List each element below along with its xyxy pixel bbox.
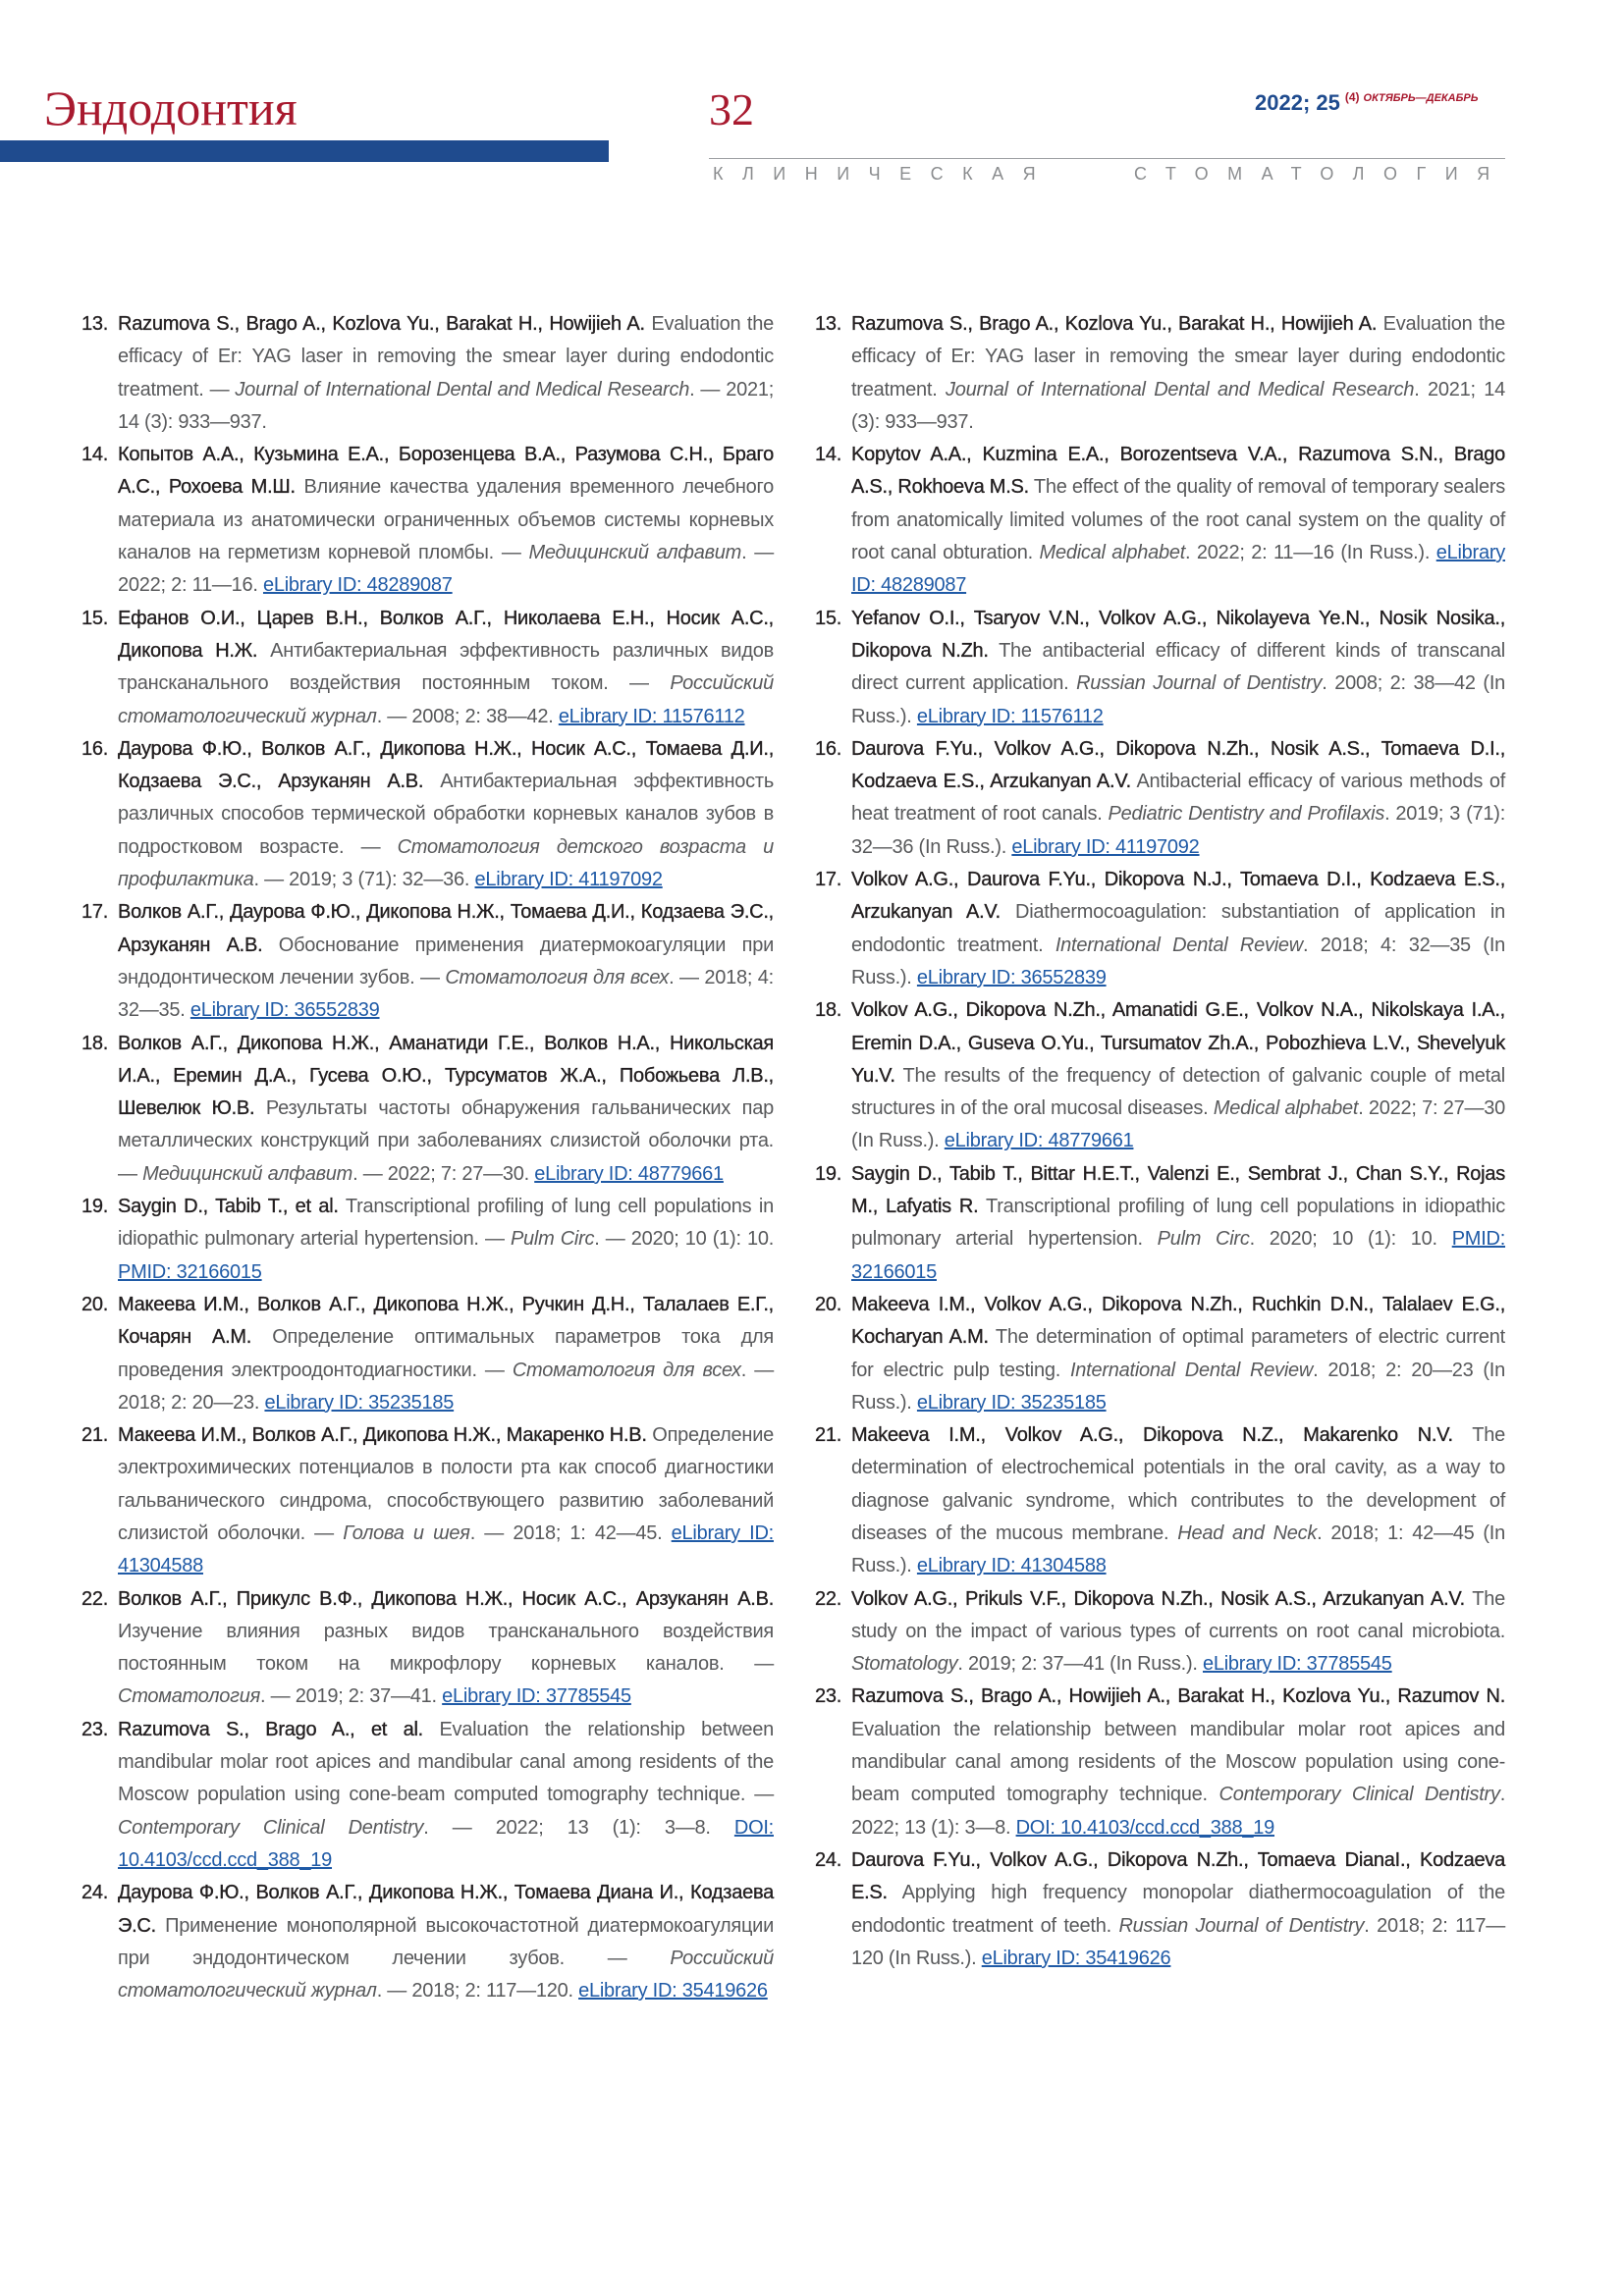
- reference-text: Diathermocoagulation: substantiation of application in endodontic treatment.: [851, 901, 1505, 956]
- reference-journal: Journal of International Dental and Medical Research: [946, 378, 1415, 400]
- reference-authors: Daurova F.Yu., Volkov A.G., Dikopova N.Zh., Nosik A.S., Tomaeva D.I., Kodzaeva E.S., Arzukanyan A.V.: [851, 737, 1505, 793]
- reference-body: [118, 1877, 774, 2007]
- reference-link[interactable]: PMID: 32166015: [118, 1260, 262, 1283]
- reference-number: 20.: [815, 1293, 842, 1315]
- reference-body: [118, 733, 774, 896]
- reference-number: 18.: [815, 999, 842, 1022]
- reference-link[interactable]: eLibrary ID: 35419626: [981, 1947, 1171, 1969]
- reference-item: [815, 994, 1505, 1157]
- section-bar: [0, 140, 609, 162]
- reference-text: . 2020; 10 (1): 10.: [1249, 1228, 1452, 1251]
- reference-text: . — 2022; 7: 27—30.: [352, 1162, 535, 1185]
- reference-link[interactable]: DOI: 10.4103/ccd.ccd_388_19: [118, 1816, 774, 1871]
- reference-text: Evaluation the efficacy of Er: YAG laser in removing the smear layer during endodontic treatment.: [851, 313, 1505, 400]
- reference-body: [118, 308, 774, 439]
- reference-authors: Razumova S., Brago A., et al.: [118, 1718, 423, 1740]
- issue-months: ОКТЯБРЬ—ДЕКАБРЬ: [1363, 92, 1479, 104]
- reference-number: 16.: [81, 737, 109, 760]
- reference-authors: Волков А.Г., Дикопова Н.Ж., Аманатиди Г.Е., Волков Н.А., Никольская И.А., Еремин Д.А., Гусева О.Ю., Турсуматов Ж.А., Побожьева Л.В., Шевелюк Ю.В.: [118, 1032, 774, 1120]
- reference-number: 15.: [81, 607, 109, 629]
- reference-text: . — 2018; 2: 117—120.: [376, 1980, 579, 2002]
- header-rule: [709, 158, 1505, 159]
- reference-text: . 2018; 4: 32—35 (In Russ.).: [851, 934, 1505, 988]
- reference-number: 17.: [815, 869, 842, 891]
- reference-authors: Makeeva I.M., Volkov A.G., Dikopova N.Zh., Ruchkin D.N., Talalaev E.G., Kocharyan A.M.: [851, 1293, 1505, 1349]
- reference-journal: Pulm Circ: [1157, 1228, 1250, 1251]
- reference-journal: Медицинский алфавит: [528, 542, 742, 564]
- reference-link[interactable]: eLibrary ID: 35419626: [578, 1980, 768, 2002]
- section-title: Эндодонтия: [44, 80, 298, 135]
- reference-item: [815, 1158, 1505, 1289]
- reference-text: Transcriptional profiling of lung cell populations in idiopathic pulmonary arterial hypertension. —: [118, 1196, 775, 1251]
- reference-number: 14.: [81, 444, 109, 466]
- reference-authors: Razumova S., Brago A., Howijieh A., Barakat H., Kozlova Yu., Razumov N.: [851, 1685, 1505, 1708]
- reference-text: Antibacterial efficacy of various methods of heat treatment of root canals.: [851, 771, 1506, 826]
- reference-journal: Russian Journal of Dentistry: [1118, 1914, 1365, 1937]
- reference-text: . — 2019; 3 (71): 32—36.: [253, 869, 475, 891]
- reference-link[interactable]: eLibrary ID: 35235185: [264, 1391, 455, 1414]
- reference-item: [815, 308, 1505, 439]
- reference-text: Результаты частоты обнаружения гальванических пар металлических конструкций при заболеваниях слизистой оболочки рта. —: [118, 1097, 774, 1185]
- journal-name-word-2: СТОМАТОЛОГИЯ: [1134, 164, 1509, 184]
- reference-journal: Стоматология: [118, 1685, 261, 1708]
- reference-text: . — 2022; 2: 11—16.: [118, 542, 774, 597]
- reference-text: Применение монополярной высокочастотной диатермокоагуляции при эндодонтическом лечении зубов. —: [118, 1914, 774, 1969]
- reference-text: . — 2018; 1: 42—45.: [469, 1522, 672, 1544]
- reference-journal: Стоматология для всех: [445, 966, 670, 988]
- reference-number: 21.: [815, 1424, 842, 1447]
- reference-body: [851, 1681, 1505, 1843]
- reference-journal: Journal of International Dental and Medical Research: [235, 378, 690, 400]
- reference-number: 13.: [815, 313, 842, 335]
- reference-journal: Голова и шея: [343, 1522, 470, 1544]
- reference-number: 21.: [81, 1424, 109, 1447]
- reference-authors: Даурова Ф.Ю., Волков А.Г., Дикопова Н.Ж., Томаева Диана И., Кодзаева Э.С.: [118, 1882, 774, 1937]
- references-russian-column: [81, 308, 774, 2007]
- reference-text: . 2018; 2: 20—23 (In Russ.).: [851, 1359, 1505, 1414]
- reference-text: Изучение влияния разных видов трансканального воздействия постоянным током на микрофлору корневых каналов. —: [118, 1620, 774, 1676]
- reference-item: [815, 733, 1505, 864]
- reference-text: . 2019; 2: 37—41 (In Russ.).: [957, 1653, 1203, 1676]
- reference-body: [851, 994, 1505, 1157]
- reference-item: [81, 1714, 774, 1877]
- reference-authors: Даурова Ф.Ю., Волков А.Г., Дикопова Н.Ж., Носик А.С., Томаева Д.И., Кодзаева Э.С., Арзуканян А.В.: [118, 737, 774, 793]
- reference-link[interactable]: eLibrary ID: 11576112: [916, 705, 1104, 727]
- reference-authors: Makeeva I.M., Volkov A.G., Dikopova N.Z., Makarenko N.V.: [851, 1424, 1453, 1447]
- reference-text: Определение электрохимических потенциалов в полости рта как способ диагностики гальванического синдрома, способствующего развитию заболеваний слизистой оболочки. —: [118, 1424, 774, 1544]
- reference-body: [118, 1289, 774, 1419]
- page-number: 32: [709, 84, 754, 134]
- issue-year-volume: 2022; 25: [1255, 90, 1340, 115]
- reference-journal: Medical alphabet: [1039, 542, 1186, 564]
- reference-body: [118, 1028, 774, 1191]
- reference-item: [81, 439, 774, 602]
- reference-text: Applying high frequency monopolar diathermocoagulation of the endodontic treatment of teeth.: [851, 1882, 1505, 1937]
- reference-link[interactable]: eLibrary ID: 41197092: [474, 869, 663, 891]
- reference-authors: Volkov A.G., Dikopova N.Zh., Amanatidi G.E., Volkov N.A., Nikolskaya I.A., Eremin D.A., Guseva O.Yu., Tursumatov Zh.A., Pobozhieva L.V., Shevelyuk Yu.V.: [851, 999, 1505, 1087]
- reference-text: . — 2018; 4: 32—35.: [118, 966, 774, 1022]
- reference-number: 16.: [815, 737, 842, 760]
- reference-number: 18.: [81, 1032, 109, 1054]
- reference-item: [815, 1583, 1505, 1682]
- reference-text: The determination of optimal parameters of electric current for electric pulp testing.: [851, 1326, 1505, 1381]
- reference-number: 19.: [81, 1196, 109, 1218]
- reference-body: [851, 308, 1505, 439]
- reference-link[interactable]: eLibrary ID: 37785545: [442, 1685, 631, 1708]
- reference-item: [815, 439, 1505, 602]
- reference-authors: Волков А.Г., Даурова Ф.Ю., Дикопова Н.Ж., Томаева Д.И., Кодзаева Э.С., Арзуканян А.В.: [118, 901, 774, 956]
- journal-name-word-1: КЛИНИЧЕСКАЯ: [713, 164, 1056, 184]
- reference-text: . 2022; 7: 27—30 (In Russ.).: [851, 1097, 1505, 1152]
- reference-item: [81, 1419, 774, 1582]
- reference-journal: International Dental Review: [1070, 1359, 1314, 1381]
- reference-authors: Razumova S., Brago A., Kozlova Yu., Barakat H., Howijieh A.: [118, 313, 645, 335]
- reference-item: [81, 1877, 774, 2007]
- reference-text: Антибактериальная эффективность различных видов трансканального воздействия постоянным током. —: [118, 639, 774, 695]
- reference-link[interactable]: eLibrary ID: 35235185: [916, 1391, 1107, 1414]
- reference-body: [851, 733, 1505, 864]
- reference-journal: Российский стоматологический журнал: [118, 672, 774, 727]
- reference-item: [81, 733, 774, 896]
- reference-text: The determination of electrochemical potentials in the oral cavity, as a way to diagnose galvanic syndrome, which contributes to the development of diseases of the mucous membrane.: [851, 1424, 1505, 1544]
- reference-text: . — 2019; 2: 37—41.: [260, 1685, 443, 1708]
- reference-text: Transcriptional profiling of lung cell populations in idiopathic pulmonary arterial hypertension.: [851, 1196, 1505, 1251]
- reference-body: [118, 1191, 774, 1289]
- reference-text: Антибактериальная эффективность различных способов термической обработки корневых каналов зубов в подростковом возрасте. —: [118, 771, 775, 858]
- reference-text: . 2018; 2: 117—120 (In Russ.).: [851, 1914, 1506, 1969]
- reference-number: 23.: [81, 1718, 109, 1740]
- reference-text: Влияние качества удаления временного лечебного материала из анатомически ограниченных объемов системы корневых каналов на герметизм корневой пломбы. —: [118, 476, 775, 564]
- reference-text: The antibacterial efficacy of different kinds of transcanal direct current application.: [851, 639, 1505, 695]
- reference-text: . — 2018; 2: 20—23.: [118, 1359, 774, 1414]
- reference-text: Определение оптимальных параметров тока для проведения электроодонтодиагностики. —: [118, 1326, 774, 1381]
- reference-text: . 2022; 2: 11—16 (In Russ.).: [1185, 542, 1436, 564]
- reference-authors: Saygin D., Tabib T., Bittar H.E.T., Valenzi E., Sembrat J., Chan S.Y., Rojas M., Lafyatis R.: [851, 1162, 1505, 1218]
- reference-item: [81, 1583, 774, 1714]
- reference-body: [118, 1419, 774, 1582]
- issue-number: (4): [1344, 90, 1360, 104]
- issue-info: [1255, 90, 1479, 116]
- reference-number: 15.: [815, 607, 842, 629]
- reference-body: [851, 1844, 1505, 1975]
- reference-link[interactable]: eLibrary ID: 48289087: [851, 542, 1505, 597]
- reference-text: The study on the impact of various types of currents on root canal microbiota.: [851, 1587, 1505, 1642]
- reference-number: 14.: [815, 444, 842, 466]
- reference-body: [851, 864, 1505, 994]
- reference-link[interactable]: eLibrary ID: 11576112: [558, 705, 745, 727]
- reference-body: [851, 1289, 1505, 1419]
- reference-journal: Медицинский алфавит: [142, 1162, 353, 1185]
- reference-authors: Volkov A.G., Daurova F.Yu., Dikopova N.J., Tomaeva D.I., Kodzaeva E.S., Arzukanyan A.V.: [851, 869, 1505, 924]
- reference-body: [118, 603, 774, 733]
- reference-journal: Medical alphabet: [1213, 1097, 1359, 1120]
- reference-body: [118, 439, 774, 602]
- reference-journal: Стоматология детского возраста и профилактика: [118, 835, 774, 891]
- reference-number: 24.: [81, 1882, 109, 1904]
- reference-text: . 2019; 3 (71): 32—36 (In Russ.).: [851, 803, 1506, 858]
- reference-link[interactable]: eLibrary ID: 48779661: [944, 1130, 1134, 1152]
- reference-journal: Russian Journal of Dentistry: [1076, 672, 1323, 695]
- reference-item: [81, 1028, 774, 1191]
- reference-body: [851, 603, 1505, 733]
- reference-body: [118, 1714, 774, 1877]
- reference-body: [851, 1583, 1505, 1682]
- reference-number: 22.: [81, 1587, 109, 1610]
- reference-journal: International Dental Review: [1055, 934, 1303, 956]
- reference-body: [851, 1419, 1505, 1582]
- reference-journal: Head and Neck: [1177, 1522, 1318, 1544]
- reference-authors: Razumova S., Brago A., Kozlova Yu., Barakat H., Howijieh A.: [851, 313, 1378, 335]
- reference-journal: Стоматология для всех: [512, 1359, 741, 1381]
- reference-authors: Yefanov O.I., Tsaryov V.N., Volkov A.G., Nikolayeva Ye.N., Nosik Nosika., Dikopova N.Zh.: [851, 607, 1505, 662]
- reference-journal: Stomatology: [851, 1653, 958, 1676]
- references-english-column: [815, 308, 1505, 1975]
- reference-text: The results of the frequency of detection of galvanic couple of metal structures in of the oral mucosal diseases.: [851, 1064, 1505, 1120]
- reference-body: [851, 1158, 1505, 1289]
- reference-authors: Ефанов О.И., Царев В.Н., Волков А.Г., Николаева Е.Н., Носик А.С., Дикопова Н.Ж.: [118, 607, 774, 662]
- reference-link[interactable]: PMID: 32166015: [851, 1228, 1506, 1283]
- reference-text: Обоснование применения диатермокоагуляции при эндодонтическом лечении зубов. —: [118, 934, 774, 988]
- reference-link[interactable]: eLibrary ID: 48779661: [534, 1162, 724, 1185]
- reference-number: 20.: [81, 1293, 109, 1315]
- reference-item: [81, 308, 774, 439]
- reference-link[interactable]: eLibrary ID: 48289087: [262, 574, 453, 597]
- reference-journal: Contemporary Clinical Dentistry: [1218, 1784, 1500, 1806]
- reference-authors: Волков А.Г., Прикулс В.Ф., Дикопова Н.Ж., Носик А.С., Арзуканян А.В.: [118, 1587, 774, 1610]
- reference-text: . — 2020; 10 (1): 10.: [594, 1228, 775, 1251]
- reference-journal: Pediatric Dentistry and Profilaxis: [1108, 803, 1385, 826]
- reference-text: . — 2022; 13 (1): 3—8.: [423, 1816, 734, 1839]
- reference-journal: Contemporary Clinical Dentistry: [118, 1816, 424, 1839]
- reference-authors: Daurova F.Yu., Volkov A.G., Dikopova N.Zh., Tomaeva DianaI., Kodzaeva E.S.: [851, 1848, 1505, 1904]
- reference-authors: Saygin D., Tabib T., et al.: [118, 1196, 339, 1218]
- reference-item: [81, 603, 774, 733]
- reference-body: [851, 439, 1505, 602]
- reference-link[interactable]: eLibrary ID: 41197092: [1011, 835, 1200, 858]
- reference-text: . 2021; 14 (3): 933—937.: [851, 378, 1505, 433]
- reference-item: [815, 1419, 1505, 1582]
- reference-link[interactable]: eLibrary ID: 41304588: [916, 1555, 1107, 1577]
- reference-number: 17.: [81, 901, 109, 924]
- reference-item: [815, 1289, 1505, 1419]
- reference-text: The effect of the quality of removal of temporary sealers from anatomically limited volumes of the root canal system on the quality of root canal obturation.: [851, 476, 1505, 564]
- reference-text: . 2008; 2: 38—42 (In Russ.).: [851, 672, 1506, 727]
- reference-text: . 2022; 13 (1): 3—8.: [851, 1784, 1506, 1839]
- reference-authors: Макеева И.М., Волков А.Г., Дикопова Н.Ж., Макаренко Н.В.: [118, 1424, 647, 1447]
- reference-text: Evaluation the relationship between mandibular molar root apices and mandibular canal among residents of the Moscow population using cone-beam computed tomography technique. —: [118, 1718, 775, 1806]
- reference-item: [815, 864, 1505, 994]
- reference-link[interactable]: eLibrary ID: 36552839: [189, 999, 380, 1022]
- reference-item: [815, 1681, 1505, 1843]
- reference-text: Evaluation the efficacy of Er: YAG laser in removing the smear layer during endodontic treatment. —: [118, 313, 774, 400]
- reference-journal: Российский стоматологический журнал: [118, 1947, 774, 2002]
- reference-link[interactable]: DOI: 10.4103/ccd.ccd_388_19: [1015, 1816, 1275, 1839]
- reference-number: 23.: [815, 1685, 842, 1708]
- reference-text: Evaluation the relationship between mandibular molar root apices and mandibular canal among residents of the Moscow population using cone-beam computed tomography technique.: [851, 1718, 1505, 1806]
- reference-item: [81, 896, 774, 1027]
- reference-body: [118, 896, 774, 1027]
- reference-authors: Макеева И.М., Волков А.Г., Дикопова Н.Ж., Ручкин Д.Н., Талалаев Е.Г., Кочарян А.М.: [118, 1293, 774, 1349]
- reference-authors: Kopytov A.A., Kuzmina E.A., Borozentseva V.A., Razumova S.N., Brago A.S., Rokhoeva M.S.: [851, 444, 1505, 499]
- reference-text: . — 2021; 14 (3): 933—937.: [118, 378, 775, 433]
- reference-link[interactable]: eLibrary ID: 41304588: [118, 1522, 774, 1577]
- reference-authors: Копытов А.А., Кузьмина Е.А., Борозенцева В.А., Разумова С.Н., Браго А.С., Рохоева М.Ш.: [118, 444, 774, 499]
- reference-number: 13.: [81, 313, 109, 335]
- reference-number: 24.: [815, 1848, 842, 1871]
- reference-number: 22.: [815, 1587, 842, 1610]
- reference-link[interactable]: eLibrary ID: 36552839: [916, 966, 1107, 988]
- reference-text: . 2018; 1: 42—45 (In Russ.).: [851, 1522, 1505, 1577]
- reference-item: [81, 1289, 774, 1419]
- reference-body: [118, 1583, 774, 1714]
- reference-text: . — 2008; 2: 38—42.: [376, 705, 559, 727]
- reference-item: [815, 1844, 1505, 1975]
- reference-link[interactable]: eLibrary ID: 37785545: [1202, 1653, 1392, 1676]
- reference-journal: Pulm Circ: [510, 1228, 595, 1251]
- reference-item: [81, 1191, 774, 1289]
- reference-item: [815, 603, 1505, 733]
- reference-authors: Volkov A.G., Prikuls V.F., Dikopova N.Zh., Nosik A.S., Arzukanyan A.V.: [851, 1587, 1465, 1610]
- reference-number: 19.: [815, 1162, 842, 1185]
